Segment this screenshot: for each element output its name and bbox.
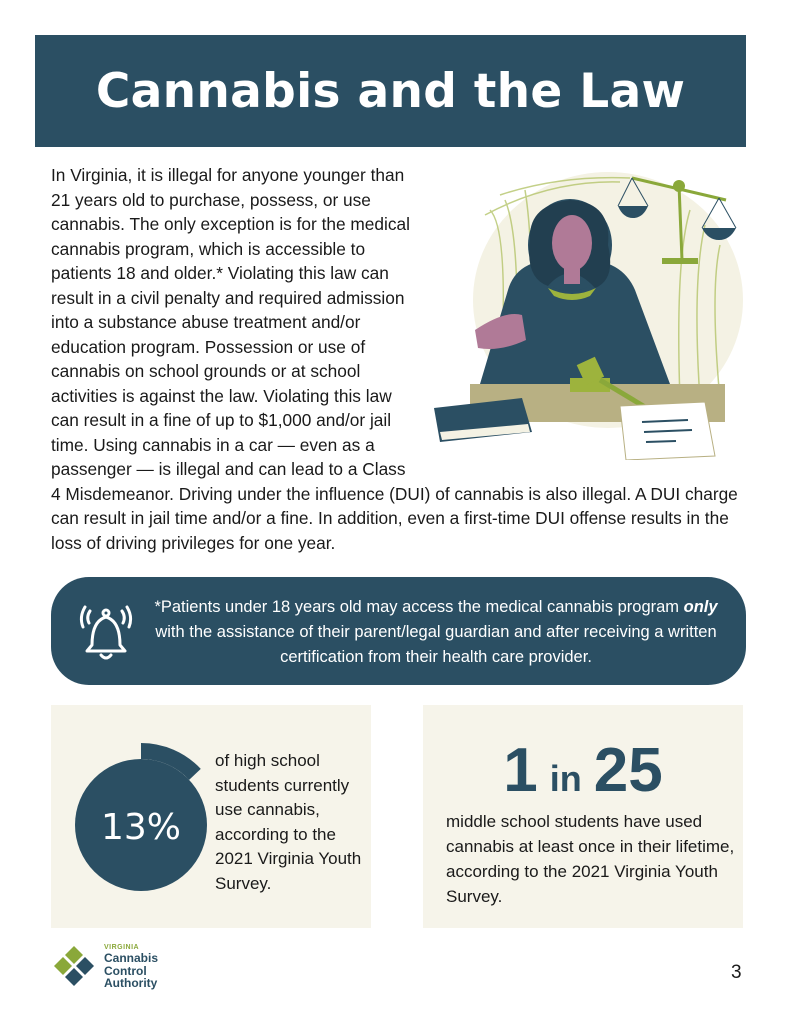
note-text-end: with the assistance of their parent/legal guardian and after receiving a written certification from their health care provider. — [155, 623, 717, 666]
bell-icon — [75, 597, 137, 667]
percentage-donut — [61, 735, 221, 895]
page-number: 3 — [731, 962, 742, 983]
stat-description-middle-school: middle school students have used cannabis at least once in their lifetime, according to the 2021 Virginia Youth Survey. — [446, 812, 735, 906]
logo-line-3: Authority — [104, 976, 158, 990]
stat-card-middle-school — [423, 705, 743, 928]
body-paragraph: In Virginia, it is illegal for anyone younger than 21 years old to purchase, possess, or use cannabis. The only exception is for the medical cannabis program, which is accessible to patients 18 and older.* Violating this law can result in a civil penalty and required admission into a substance abuse treatment and/or education program. Possession or use of cannabis on school grounds or at school activities is against the law. Violating this law can result in a fine of up to $1,000 and/or jail time. Using cannabis in a car — even as a passenger — is illegal and can lead to a Class 4 Misdemeanor. Driving under the influence (DUI) of cannabis is also illegal. A DUI charge can result in jail time and/or a fine. In addition, even a first-time DUI offense results in the loss of driving privileges for one year. — [51, 165, 738, 553]
logo-line-2: Control — [104, 963, 147, 978]
page-title: Cannabis and the Law — [95, 63, 686, 119]
logo-mark-icon — [52, 944, 96, 988]
ratio-number-left: 1 — [503, 736, 538, 805]
judge-illustration — [430, 170, 746, 460]
logo-eyebrow: VIRGINIA — [104, 944, 140, 951]
stat-card-high-school — [51, 705, 371, 928]
note-emphasis: only — [683, 598, 718, 616]
ratio-figure — [423, 735, 743, 806]
percent-label: 13% — [100, 807, 182, 848]
note-text — [146, 595, 726, 670]
ratio-connector: in — [549, 758, 582, 799]
cca-logo — [52, 944, 202, 992]
note-text-start: *Patients under 18 years old may access the medical cannabis program — [154, 598, 684, 616]
title-banner — [35, 35, 746, 147]
note-callout — [51, 577, 746, 685]
ratio-number-right: 25 — [593, 736, 663, 805]
logo-line-1: Cannabis — [104, 951, 159, 965]
logo-wordmark — [104, 943, 158, 990]
stat-description-high-school: of high school students currently use cannabis, according to the 2021 Virginia Youth Survey. — [215, 751, 362, 893]
